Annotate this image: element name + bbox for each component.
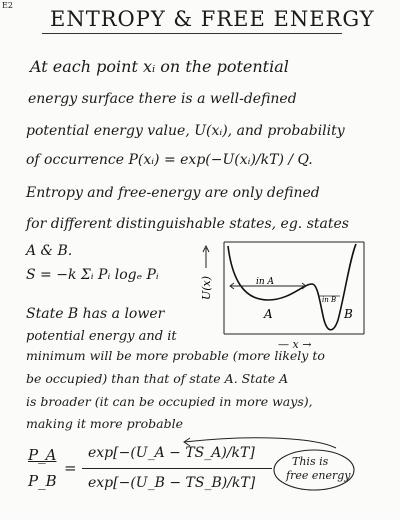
para1-line2: energy surface there is a well-defined xyxy=(28,91,297,107)
annotation-arrow-line xyxy=(184,438,336,448)
equals-sign: = xyxy=(64,459,77,477)
y-axis-label: U(x) xyxy=(200,275,213,300)
para3-line6: making it more probable xyxy=(26,416,183,431)
entropy-equation: S = −k Σᵢ Pᵢ logₑ Pᵢ xyxy=(26,267,159,283)
title-underline xyxy=(42,33,342,34)
para3-line4: be occupied) than that of state A. State A xyxy=(26,371,289,386)
x-axis-label: — x → xyxy=(278,338,312,351)
para1-line3: potential energy value, U(xᵢ), and probability xyxy=(26,123,345,139)
para2-line1: Entropy and free-energy are only defined xyxy=(26,185,320,201)
page-corner-mark: E2 xyxy=(2,1,13,10)
ratio-numerator: P_A xyxy=(28,446,57,464)
para3-line3: minimum will be more probable (more likely to xyxy=(26,348,325,363)
para1-line1: At each point xᵢ on the potential xyxy=(30,57,289,76)
ratio-denominator: P_B xyxy=(28,472,57,490)
range-a-label: in A xyxy=(256,277,275,287)
para2-line3: A & B. xyxy=(26,243,73,259)
note-line2: free energy xyxy=(286,469,351,482)
potential-energy-graph xyxy=(198,238,368,351)
state-a-label: A xyxy=(264,307,273,321)
rhs-numerator: exp[−(U_A − TS_A)/kT] xyxy=(88,445,255,461)
rhs-denominator: exp[−(U_B − TS_B)/kT] xyxy=(88,475,256,491)
para3-line5: is broader (it can be occupied in more ways), xyxy=(26,394,313,409)
potential-curve xyxy=(228,244,356,330)
para3-line2: potential energy and it xyxy=(26,329,177,344)
range-b-label: in B xyxy=(322,296,337,304)
para2-line2: for different distinguishable states, eg. states xyxy=(26,216,349,232)
annotation-arrow xyxy=(176,428,366,500)
note-line1: This is xyxy=(292,455,329,468)
para3-line1: State B has a lower xyxy=(26,306,165,322)
state-b-label: B xyxy=(344,307,353,321)
para1-line4: of occurrence P(xᵢ) = exp(−U(xᵢ)/kT) / Q. xyxy=(26,152,313,168)
page-title: ENTROPY & FREE ENERGY xyxy=(50,7,375,31)
